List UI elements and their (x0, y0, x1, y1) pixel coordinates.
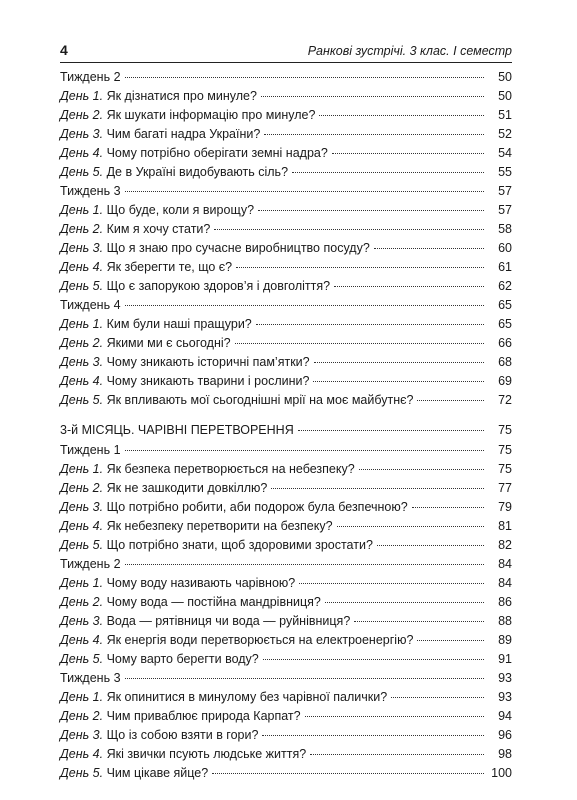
dot-leader (125, 678, 484, 679)
toc-entry-label (60, 517, 333, 536)
dot-leader (292, 172, 484, 173)
page-ref: 66 (498, 336, 512, 350)
toc-entry-label (60, 612, 350, 631)
toc-day-entry (60, 277, 512, 296)
page-ref: 96 (498, 728, 512, 742)
day-number: День 2. (60, 709, 104, 723)
toc-entry-label (60, 296, 121, 315)
toc-entry-label (60, 372, 309, 391)
page-ref: 75 (498, 462, 512, 476)
toc-entry-label (60, 745, 306, 764)
toc-entry-label (60, 441, 121, 460)
toc-entry-label (60, 334, 231, 353)
page-ref: 84 (498, 576, 512, 590)
toc-day-entry (60, 612, 512, 631)
running-title: Ранкові зустрічі. 3 клас. І семестр (307, 44, 512, 58)
entry-title: Якими ми є сьогодні? (103, 336, 231, 350)
toc-day-entry (60, 479, 512, 498)
toc-day-entry (60, 372, 512, 391)
dot-leader (212, 773, 484, 774)
toc-week-entry (60, 68, 512, 87)
page-ref: 81 (498, 519, 512, 533)
entry-title: Чим цікаве яйце? (103, 766, 209, 780)
toc-day-entry (60, 707, 512, 726)
page-ref: 88 (498, 614, 512, 628)
page-header (60, 42, 512, 63)
day-number: День 2. (60, 595, 104, 609)
entry-title: Що я знаю про сучасне виробництво посуду? (103, 241, 370, 255)
entry-title: Чому вода — постійна мандрівниця? (103, 595, 321, 609)
dot-leader (298, 430, 484, 431)
toc-day-entry (60, 163, 512, 182)
day-number: День 2. (60, 108, 104, 122)
day-number: День 1. (60, 317, 104, 331)
day-number: День 1. (60, 203, 104, 217)
day-number: День 3. (60, 728, 104, 742)
entry-title: Вода — рятівниця чи вода — руйнівниця? (103, 614, 351, 628)
toc-day-entry (60, 144, 512, 163)
toc-entry-label (60, 650, 259, 669)
toc-entry-label (60, 420, 294, 441)
dot-leader (337, 526, 484, 527)
toc-entry-label (60, 688, 387, 707)
toc-day-entry (60, 517, 512, 536)
toc-day-entry (60, 391, 512, 410)
entry-title: Що потрібно робити, аби подорож була безпечною? (103, 500, 408, 514)
toc-entry-label (60, 726, 258, 745)
toc-week-entry (60, 669, 512, 688)
page-ref: 60 (498, 241, 512, 255)
entry-title: Чому зникають тварини і рослини? (103, 374, 310, 388)
toc-entry-label (60, 163, 288, 182)
entry-title: Чому воду називають чарівною? (103, 576, 296, 590)
toc-day-entry (60, 315, 512, 334)
day-number: День 4. (60, 146, 104, 160)
table-of-contents (60, 68, 512, 783)
dot-leader (325, 602, 484, 603)
day-number: День 4. (60, 260, 104, 274)
day-number: День 5. (60, 766, 104, 780)
toc-entry-label (60, 353, 310, 372)
dot-leader (319, 115, 484, 116)
entry-title: Що із собою взяти в гори? (103, 728, 259, 742)
toc-entry-label (60, 68, 121, 87)
toc-day-entry (60, 574, 512, 593)
dot-leader (354, 621, 484, 622)
toc-entry-label (60, 574, 295, 593)
dot-leader (305, 716, 484, 717)
entry-title: Що потрібно знати, щоб здоровими зростати? (103, 538, 373, 552)
page-ref: 94 (498, 709, 512, 723)
page-ref: 82 (498, 538, 512, 552)
entry-title: Як опинитися в минулому без чарівної палички? (103, 690, 388, 704)
day-number: День 1. (60, 89, 104, 103)
page-ref: 51 (498, 108, 512, 122)
toc-week-entry (60, 441, 512, 460)
page-ref: 75 (498, 443, 512, 457)
dot-leader (359, 469, 484, 470)
dot-leader (262, 735, 484, 736)
entry-title: Чому варто берегти воду? (103, 652, 259, 666)
day-number: День 3. (60, 500, 104, 514)
page-ref: 84 (498, 557, 512, 571)
dot-leader (271, 488, 484, 489)
toc-entry-label (60, 87, 257, 106)
page-ref: 55 (498, 165, 512, 179)
day-number: День 3. (60, 614, 104, 628)
day-number: День 3. (60, 127, 104, 141)
entry-title: Як зберегти те, що є? (103, 260, 233, 274)
dot-leader (263, 659, 484, 660)
toc-day-entry (60, 498, 512, 517)
entry-title: Як безпека перетворюється на небезпеку? (103, 462, 355, 476)
toc-day-entry (60, 258, 512, 277)
entry-title: Чому зникають історичні пам’ятки? (103, 355, 310, 369)
page-ref: 93 (498, 671, 512, 685)
day-number: День 5. (60, 279, 104, 293)
toc-entry-label (60, 220, 210, 239)
dot-leader (256, 324, 484, 325)
page-ref: 89 (498, 633, 512, 647)
entry-title: Тиждень 3 (60, 184, 121, 198)
page-ref: 93 (498, 690, 512, 704)
dot-leader (332, 153, 484, 154)
page-ref: 50 (498, 70, 512, 84)
dot-leader (412, 507, 484, 508)
day-number: День 4. (60, 633, 104, 647)
entry-title: Чим багаті надра України? (103, 127, 261, 141)
dot-leader (310, 754, 484, 755)
page-ref: 52 (498, 127, 512, 141)
toc-day-entry (60, 201, 512, 220)
toc-entry-label (60, 498, 408, 517)
dot-leader (125, 191, 484, 192)
toc-entry-label (60, 536, 373, 555)
toc-day-entry (60, 353, 512, 372)
page-ref: 61 (498, 260, 512, 274)
toc-day-entry (60, 726, 512, 745)
page-ref: 77 (498, 481, 512, 495)
entry-title: Тиждень 1 (60, 443, 121, 457)
entry-title: Тиждень 4 (60, 298, 121, 312)
entry-title: Чим приваблює природа Карпат? (103, 709, 301, 723)
page-ref: 65 (498, 317, 512, 331)
toc-day-entry (60, 220, 512, 239)
toc-day-entry (60, 688, 512, 707)
toc-entry-label (60, 669, 121, 688)
dot-leader (417, 400, 484, 401)
entry-title: Тиждень 2 (60, 557, 121, 571)
toc-day-entry (60, 631, 512, 650)
toc-day-entry (60, 764, 512, 783)
page-number: 4 (60, 42, 68, 58)
page-ref: 79 (498, 500, 512, 514)
toc-day-entry (60, 239, 512, 258)
dot-leader (236, 267, 484, 268)
entry-title: Як не зашкодити довкіллю? (103, 481, 268, 495)
page-ref: 50 (498, 89, 512, 103)
toc-entry-label (60, 479, 267, 498)
day-number: День 5. (60, 652, 104, 666)
dot-leader (125, 564, 484, 565)
day-number: День 1. (60, 462, 104, 476)
page-ref: 58 (498, 222, 512, 236)
toc-entry-label (60, 707, 301, 726)
toc-day-entry (60, 125, 512, 144)
entry-title: Де в Україні видобувають сіль? (103, 165, 289, 179)
day-number: День 1. (60, 690, 104, 704)
page-ref: 98 (498, 747, 512, 761)
toc-entry-label (60, 764, 208, 783)
dot-leader (125, 305, 484, 306)
day-number: День 5. (60, 538, 104, 552)
dot-leader (374, 248, 484, 249)
toc-section-entry (60, 420, 512, 441)
day-number: День 2. (60, 222, 104, 236)
toc-entry-label (60, 239, 370, 258)
dot-leader (391, 697, 484, 698)
toc-week-entry (60, 555, 512, 574)
entry-title: Тиждень 3 (60, 671, 121, 685)
entry-title: Які звички псують людське життя? (103, 747, 307, 761)
day-number: День 3. (60, 241, 104, 255)
dot-leader (377, 545, 484, 546)
toc-week-entry (60, 296, 512, 315)
page-ref: 65 (498, 298, 512, 312)
page-ref: 57 (498, 203, 512, 217)
dot-leader (313, 381, 484, 382)
day-number: День 4. (60, 519, 104, 533)
dot-leader (125, 450, 484, 451)
dot-leader (314, 362, 484, 363)
toc-week-entry (60, 182, 512, 201)
dot-leader (261, 96, 484, 97)
entry-title: Що буде, коли я вирощу? (103, 203, 255, 217)
toc-entry-label (60, 277, 330, 296)
toc-entry-label (60, 555, 121, 574)
entry-title: Як впливають мої сьогоднішні мрії на моє майбутнє? (103, 393, 414, 407)
toc-day-entry (60, 593, 512, 612)
dot-leader (125, 77, 484, 78)
day-number: День 3. (60, 355, 104, 369)
entry-title: Як шукати інформацію про минуле? (103, 108, 316, 122)
toc-day-entry (60, 87, 512, 106)
dot-leader (264, 134, 484, 135)
dot-leader (334, 286, 484, 287)
page-ref: 75 (498, 423, 512, 437)
day-number: День 5. (60, 165, 104, 179)
page-ref: 69 (498, 374, 512, 388)
toc-day-entry (60, 106, 512, 125)
entry-title: Тиждень 2 (60, 70, 121, 84)
page-ref: 86 (498, 595, 512, 609)
entry-title: Ким були наші пращури? (103, 317, 252, 331)
dot-leader (214, 229, 484, 230)
day-number: День 2. (60, 481, 104, 495)
toc-entry-label (60, 106, 315, 125)
toc-day-entry (60, 460, 512, 479)
entry-title: Як дізнатися про минуле? (103, 89, 257, 103)
page-ref: 68 (498, 355, 512, 369)
toc-entry-label (60, 258, 232, 277)
day-number: День 1. (60, 576, 104, 590)
toc-day-entry (60, 334, 512, 353)
entry-title: Чому потрібно оберігати земні надра? (103, 146, 328, 160)
toc-day-entry (60, 536, 512, 555)
toc-entry-label (60, 631, 413, 650)
page-ref: 72 (498, 393, 512, 407)
toc-entry-label (60, 125, 260, 144)
day-number: День 2. (60, 336, 104, 350)
page-ref: 54 (498, 146, 512, 160)
entry-title: Що є запорукою здоров’я і довголіття? (103, 279, 331, 293)
day-number: День 4. (60, 747, 104, 761)
day-number: День 5. (60, 393, 104, 407)
page-ref: 57 (498, 184, 512, 198)
entry-title: Як енергія води перетворюється на електроенергію? (103, 633, 414, 647)
page-ref: 62 (498, 279, 512, 293)
toc-entry-label (60, 144, 328, 163)
toc-entry-label (60, 182, 121, 201)
dot-leader (417, 640, 484, 641)
page-ref: 91 (498, 652, 512, 666)
page-ref: 100 (491, 766, 512, 780)
entry-title: 3-й МІСЯЦЬ. ЧАРІВНІ ПЕРЕТВОРЕННЯ (60, 423, 294, 437)
entry-title: Як небезпеку перетворити на безпеку? (103, 519, 333, 533)
dot-leader (258, 210, 484, 211)
dot-leader (235, 343, 484, 344)
day-number: День 4. (60, 374, 104, 388)
toc-entry-label (60, 315, 252, 334)
toc-entry-label (60, 201, 254, 220)
toc-day-entry (60, 650, 512, 669)
toc-entry-label (60, 593, 321, 612)
toc-day-entry (60, 745, 512, 764)
dot-leader (299, 583, 484, 584)
entry-title: Ким я хочу стати? (103, 222, 211, 236)
toc-entry-label (60, 460, 355, 479)
toc-entry-label (60, 391, 413, 410)
